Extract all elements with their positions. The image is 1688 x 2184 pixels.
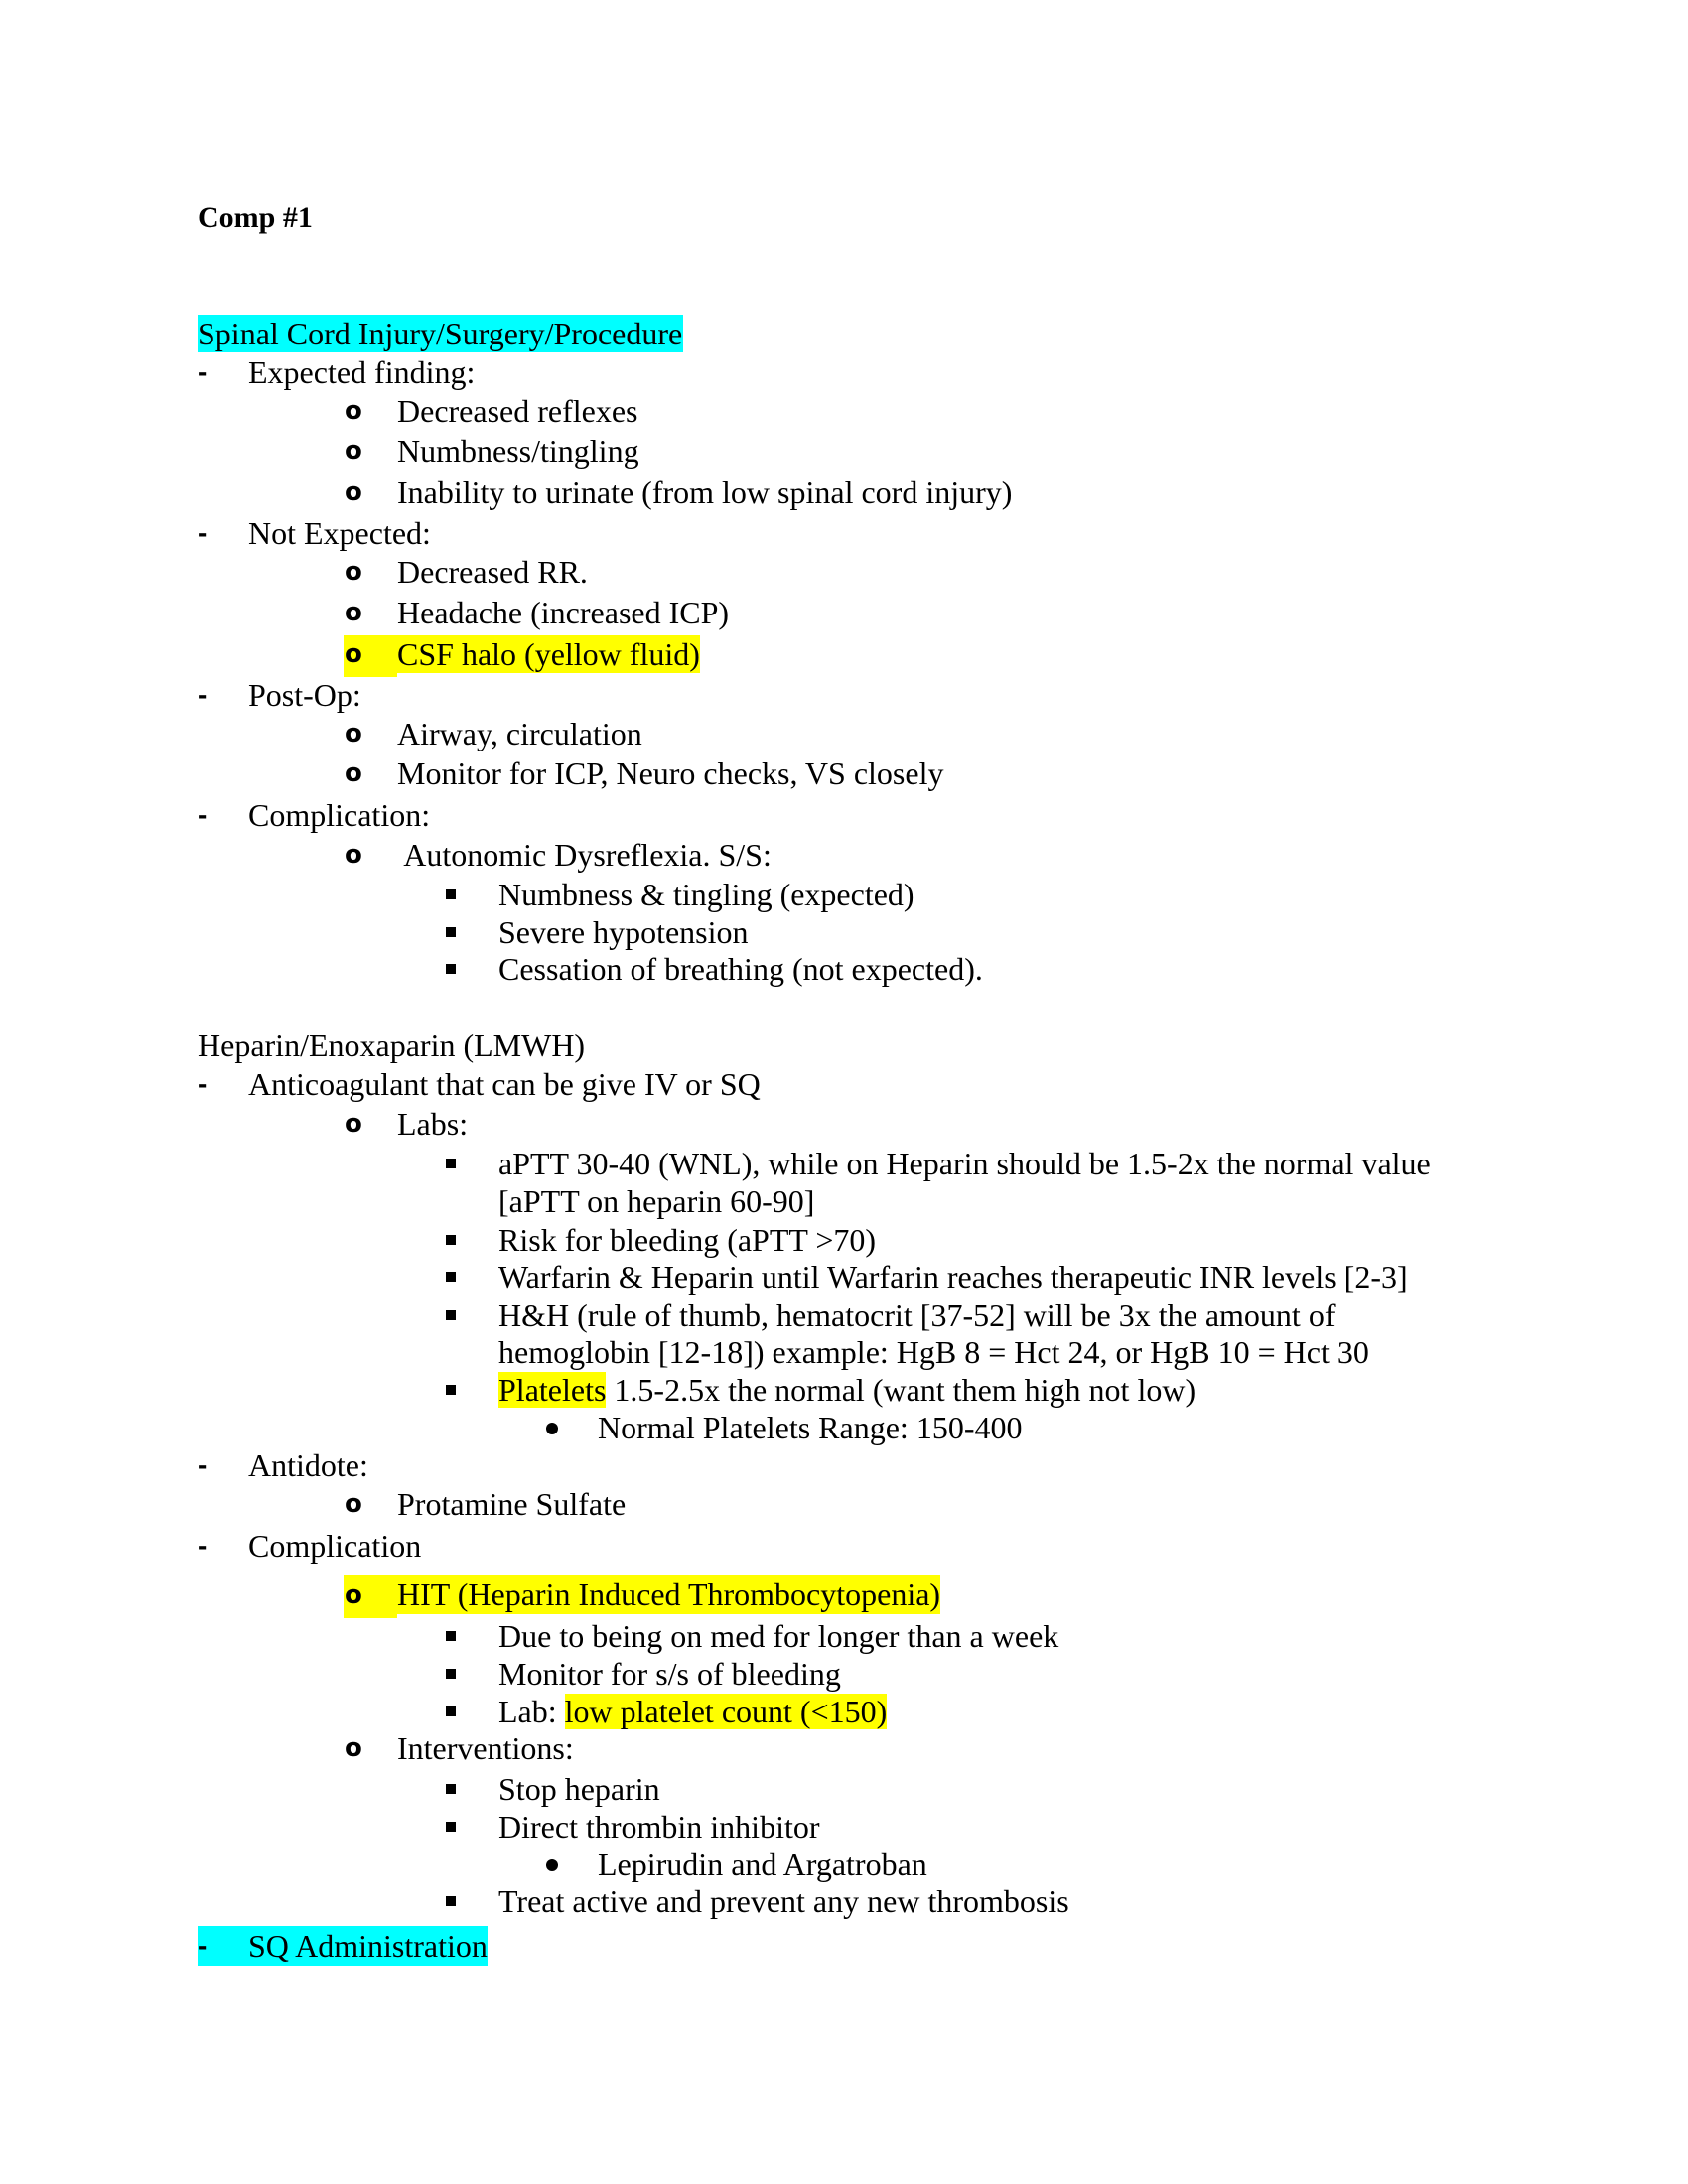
list-item-complication: - Complication:	[198, 797, 431, 833]
list-item: o Headache (increased ICP)	[345, 595, 730, 630]
circle-bullet-icon: o	[345, 758, 362, 788]
list-item: H&H (rule of thumb, hematocrit [37-52] will be 3x the amount of	[0, 1296, 1688, 1335]
disc-bullet-icon	[546, 1423, 558, 1434]
circle-bullet-icon: o	[345, 598, 362, 627]
circle-bullet-icon: o	[345, 478, 362, 507]
dash-bullet-icon: -	[198, 1068, 208, 1099]
square-bullet-icon	[446, 1631, 456, 1641]
list-item-highlighted: o CSF halo (yellow fluid)	[0, 634, 1688, 674]
square-bullet-icon	[446, 1896, 456, 1906]
square-bullet-icon	[446, 1385, 456, 1395]
circle-bullet-icon: o	[345, 396, 362, 426]
list-item-interventions: o Interventions:	[345, 1730, 574, 1766]
circle-bullet-icon: o	[345, 1489, 362, 1519]
section-heading-heparin: Heparin/Enoxaparin (LMWH)	[198, 1027, 586, 1063]
list-item: Due to being on med for longer than a week	[0, 1616, 1688, 1656]
list-item-labs: o Labs:	[345, 1106, 469, 1142]
circle-bullet-icon: o	[345, 840, 362, 870]
list-item: o Inability to urinate (from low spinal cord injury)	[345, 475, 1013, 510]
list-item-continuation: [aPTT on heparin 60-90]	[498, 1183, 815, 1219]
dash-bullet-icon: -	[198, 356, 208, 387]
list-item-sq-administration: - SQ Administration	[198, 1928, 488, 1964]
list-item: o Decreased RR.	[345, 554, 588, 590]
square-bullet-icon	[446, 1784, 456, 1794]
dash-bullet-icon: -	[198, 799, 208, 830]
list-item: Direct thrombin inhibitor	[0, 1807, 1688, 1846]
section-heading-spinal-cord: Spinal Cord Injury/Surgery/Procedure	[198, 316, 683, 351]
square-bullet-icon	[446, 1235, 456, 1245]
dash-bullet-icon: -	[198, 1930, 208, 1961]
circle-bullet-icon: o	[345, 719, 362, 749]
list-item-hit-highlighted: o HIT (Heparin Induced Thrombocytopenia)	[0, 1575, 1688, 1615]
square-bullet-icon	[446, 927, 456, 937]
list-item: Stop heparin	[0, 1769, 1688, 1809]
circle-bullet-icon: o	[345, 639, 362, 669]
list-item-not-expected: - Not Expected:	[198, 515, 431, 551]
list-item: Lepirudin and Argatroban	[0, 1844, 1688, 1884]
list-item: aPTT 30-40 (WNL), while on Heparin should be 1.5-2x the normal value	[0, 1144, 1688, 1183]
square-bullet-icon	[446, 1822, 456, 1832]
list-item-complication: - Complication	[198, 1528, 422, 1564]
list-item-platelets: Platelets 1.5-2.5x the normal (want them high not low)	[0, 1370, 1688, 1410]
highlight-low-platelet: low platelet count (<150)	[564, 1694, 888, 1729]
list-item: Normal Platelets Range: 150-400	[0, 1408, 1688, 1447]
dash-bullet-icon: -	[198, 517, 208, 548]
list-item-expected: - Expected finding:	[198, 354, 476, 390]
list-item: o Numbness/tingling	[345, 433, 639, 469]
square-bullet-icon	[446, 1706, 456, 1716]
list-item: Severe hypotension	[0, 912, 1688, 952]
list-item-antidote: - Antidote:	[198, 1447, 368, 1483]
list-item-lab: Lab: low platelet count (<150)	[0, 1692, 1688, 1731]
circle-bullet-icon: o	[345, 1109, 362, 1139]
highlight-platelets: Platelets	[498, 1372, 607, 1408]
square-bullet-icon	[446, 1272, 456, 1282]
list-item: Monitor for s/s of bleeding	[0, 1654, 1688, 1694]
list-item: Numbness & tingling (expected)	[0, 875, 1688, 914]
list-item: Risk for bleeding (aPTT >70)	[0, 1220, 1688, 1260]
circle-bullet-icon: o	[345, 436, 362, 466]
dash-bullet-icon: -	[198, 1530, 208, 1561]
circle-bullet-icon: o	[345, 557, 362, 587]
dash-bullet-icon: -	[198, 1449, 208, 1480]
square-bullet-icon	[446, 964, 456, 974]
circle-bullet-icon: o	[345, 1580, 362, 1610]
list-item-post-op: - Post-Op:	[198, 677, 361, 713]
square-bullet-icon	[446, 1159, 456, 1168]
list-item-continuation: hemoglobin [12-18]) example: HgB 8 = Hct 24, or HgB 10 = Hct 30	[498, 1334, 1369, 1370]
square-bullet-icon	[446, 1669, 456, 1679]
list-item: o Autonomic Dysreflexia. S/S:	[345, 837, 772, 873]
list-item-anticoagulant: - Anticoagulant that can be give IV or SQ	[198, 1066, 761, 1102]
list-item: Treat active and prevent any new thrombosis	[0, 1881, 1688, 1921]
list-item: o Airway, circulation	[345, 716, 642, 751]
list-item: o Monitor for ICP, Neuro checks, VS closely	[345, 755, 944, 791]
dash-bullet-icon: -	[198, 679, 208, 710]
square-bullet-icon	[446, 1310, 456, 1320]
square-bullet-icon	[446, 889, 456, 899]
list-item: Warfarin & Heparin until Warfarin reaches therapeutic INR levels [2-3]	[0, 1257, 1688, 1297]
disc-bullet-icon	[546, 1859, 558, 1871]
list-item: o Decreased reflexes	[345, 393, 638, 429]
circle-bullet-icon: o	[345, 1733, 362, 1763]
document-title: Comp #1	[198, 202, 313, 234]
list-item: Cessation of breathing (not expected).	[0, 949, 1688, 989]
list-item: o Protamine Sulfate	[345, 1486, 627, 1522]
